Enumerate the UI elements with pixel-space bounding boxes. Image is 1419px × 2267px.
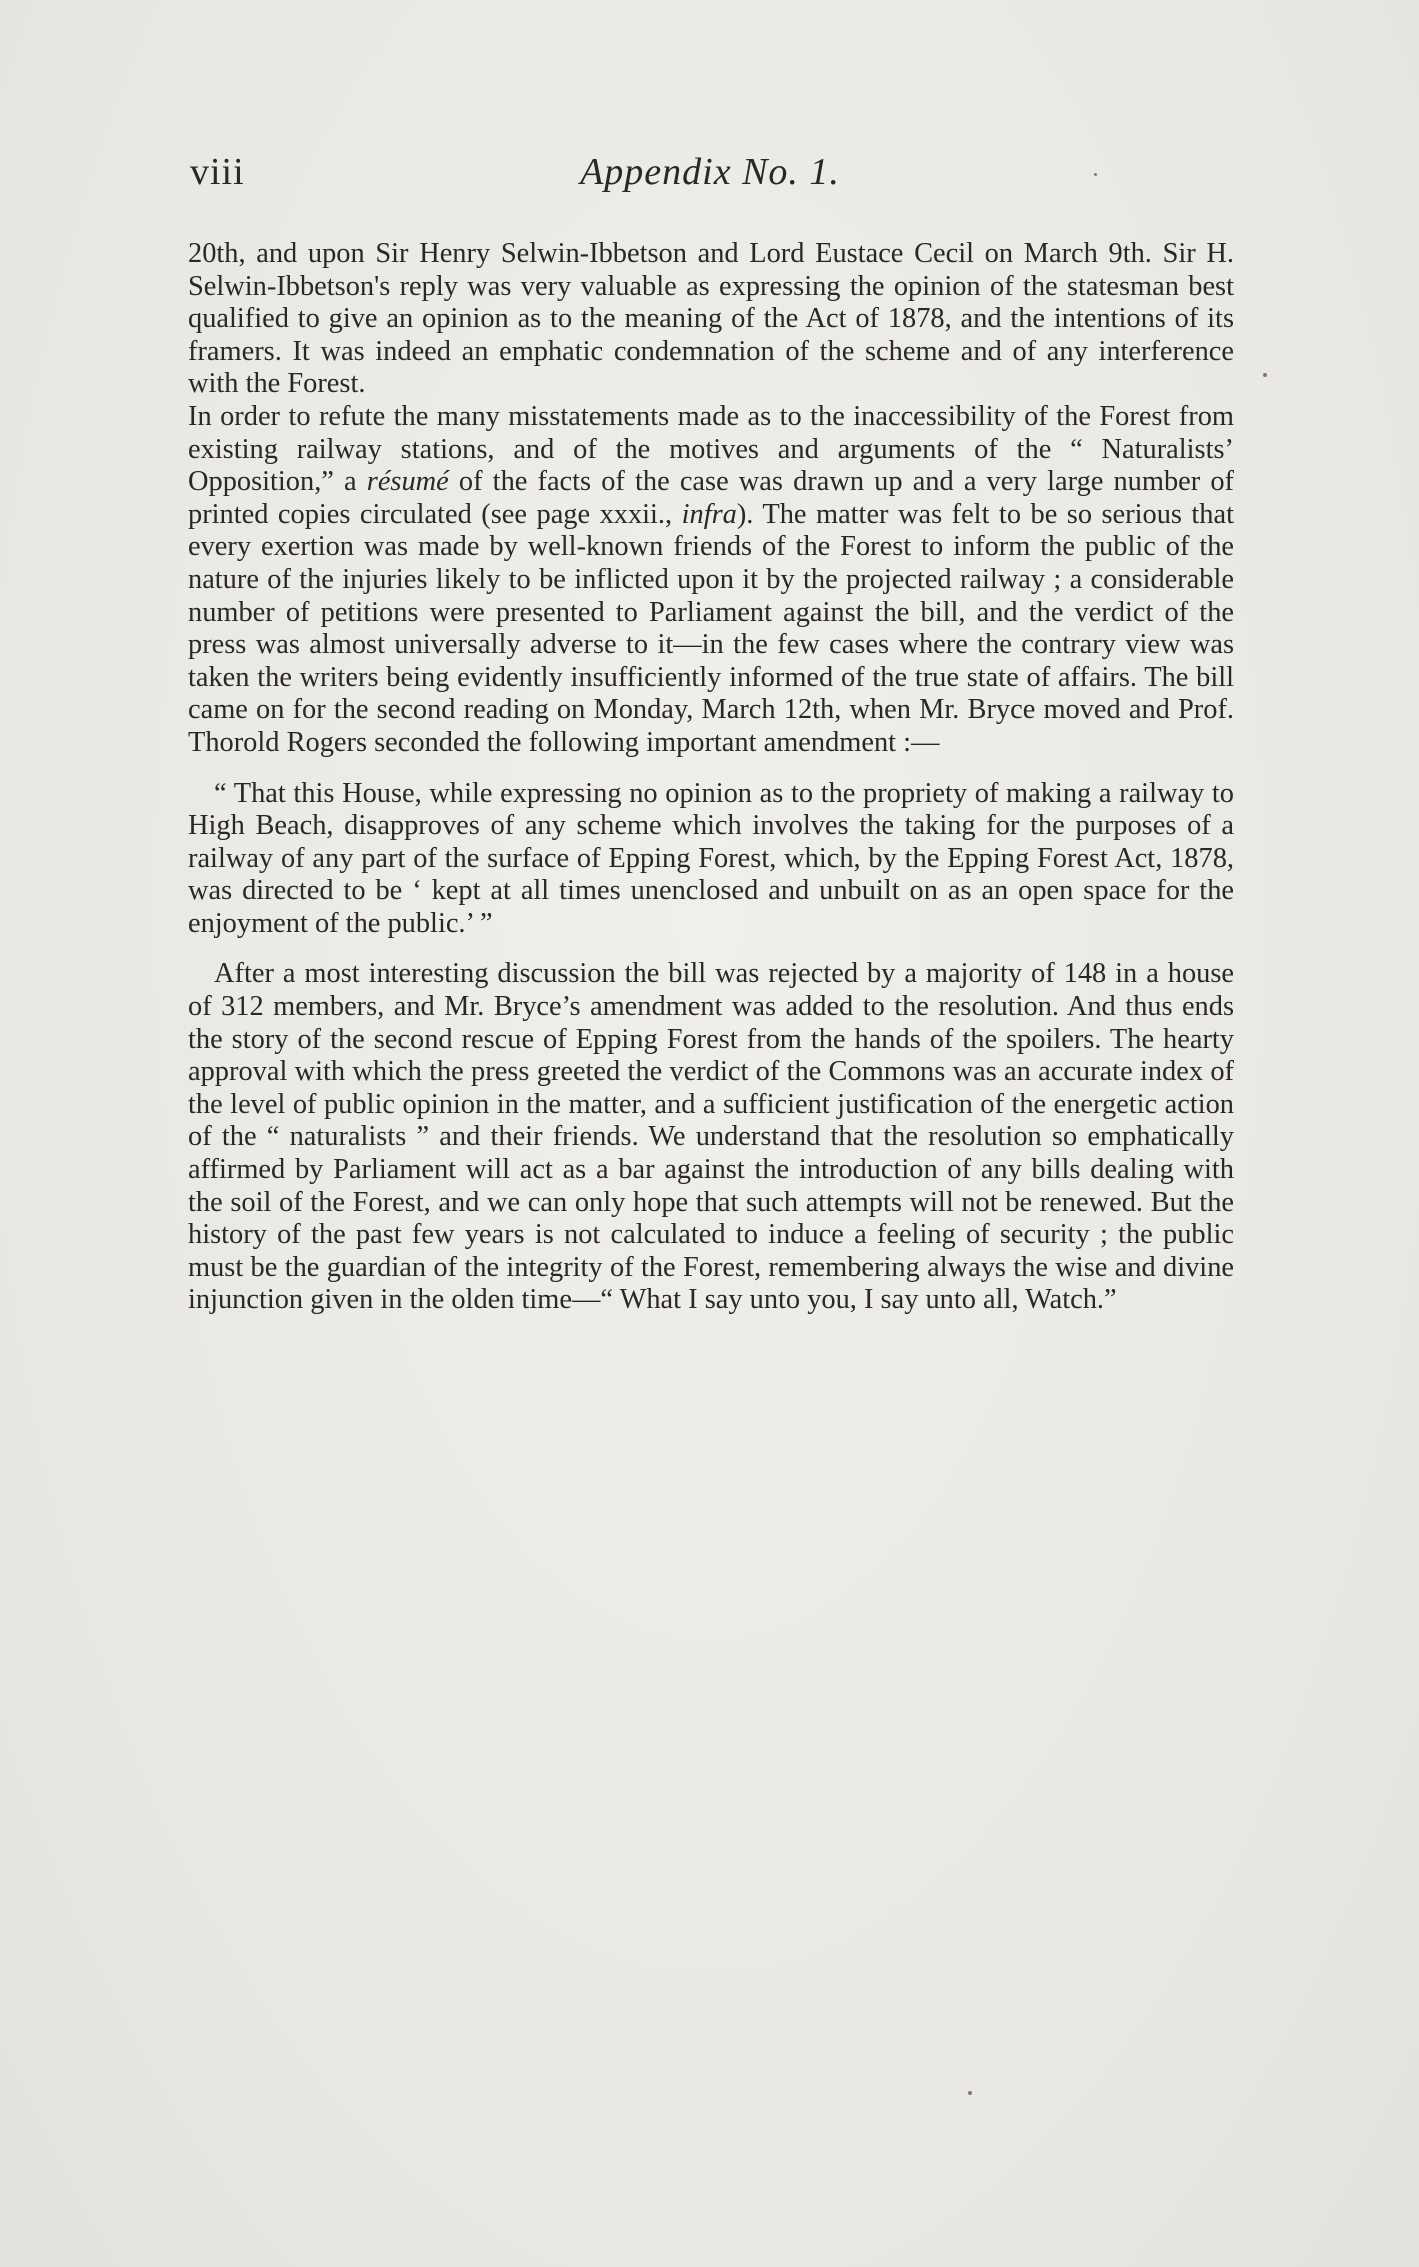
paragraph-2 <box>188 401 1234 760</box>
paragraph-2-part-a: In order to refute the many misstatements made as to the inaccessibility of the Forest from existing railway stations, and of the motives and arguments of the “ Naturalists’ Opposition,” a <box>188 400 1234 498</box>
resume-word: résumé <box>366 466 449 498</box>
infra-word: infra <box>681 498 737 530</box>
paragraph-2-part-c: ). The matter was felt to be so serious that every exertion was made by well-known friends of the Forest to inform the public of the nature of the injuries likely to be inflicted upon it by the projected railway ; a considerable number of petitions were presented to Parliament against the bill, and the verdict of the press was almost universally adverse to it—in the few cases where the contrary view was taken the writers being evidently insufficiently informed of the true state of affairs. The bill came on for the second reading on Monday, March 12th, when Mr. Bryce moved and Prof. Thorold Rogers seconded the following important amendment :— <box>188 498 1234 758</box>
paper-speck <box>1263 373 1267 377</box>
amendment-quote: “ That this House, while expressing no opinion as to the propriety of making a railway to High Beach, disapproves of any scheme which involves the taking for the purposes of a railway of any part of the surface of Epping Forest, which, by the Epping Forest Act, 1878, was directed to be ‘ kept at all times unenclosed and unbuilt on as an open space for the enjoyment of the public.’ ” <box>188 777 1234 939</box>
paragraph-3: After a most interesting discussion the bill was rejected by a majority of 148 in a house of 312 members, and Mr. Bryce’s amendment was added to the resolution. And thus ends the story of the second rescue of Epping Forest from the hands of the spoilers. The hearty approval with which the press greeted the verdict of the Commons was an accurate index of the level of public opinion in the matter, and a sufficient justification of the energetic action of the “ naturalists ” and their friends. We understand that the resolution so emphatically affirmed by Parliament will act as a bar against the introduction of any bills dealing with the soil of the Forest, and we can only hope that such attempts will not be renewed. But the history of the past few years is not calculated to induce a feeling of security ; the public must be the guardian of the integrity of the Forest, remembering always the wise and divine injunction given in the olden time—“ What I say unto you, I say unto all, Watch.” <box>188 958 1234 1316</box>
paper-speck <box>1094 173 1097 176</box>
paper-speck <box>968 2091 972 2095</box>
paragraph-2-part-b: of the facts of the case was drawn up and a very large number of printed copies circulated (see page xxxii., <box>188 466 1234 530</box>
running-head: Appendix No. 1. <box>580 151 840 193</box>
body-text <box>188 238 1234 1317</box>
paragraph-1: 20th, and upon Sir Henry Selwin-Ibbetson and Lord Eustace Cecil on March 9th. Sir H. Selwin-Ibbetson's reply was very valuable as expressing the opinion of the statesman best qualified to give an opinion as to the meaning of the Act of 1878, and the intentions of its framers. It was indeed an emphatic condemnation of the scheme and of any interference with the Forest. <box>188 238 1234 400</box>
page-header <box>190 150 1230 210</box>
page-number: viii <box>190 151 245 193</box>
